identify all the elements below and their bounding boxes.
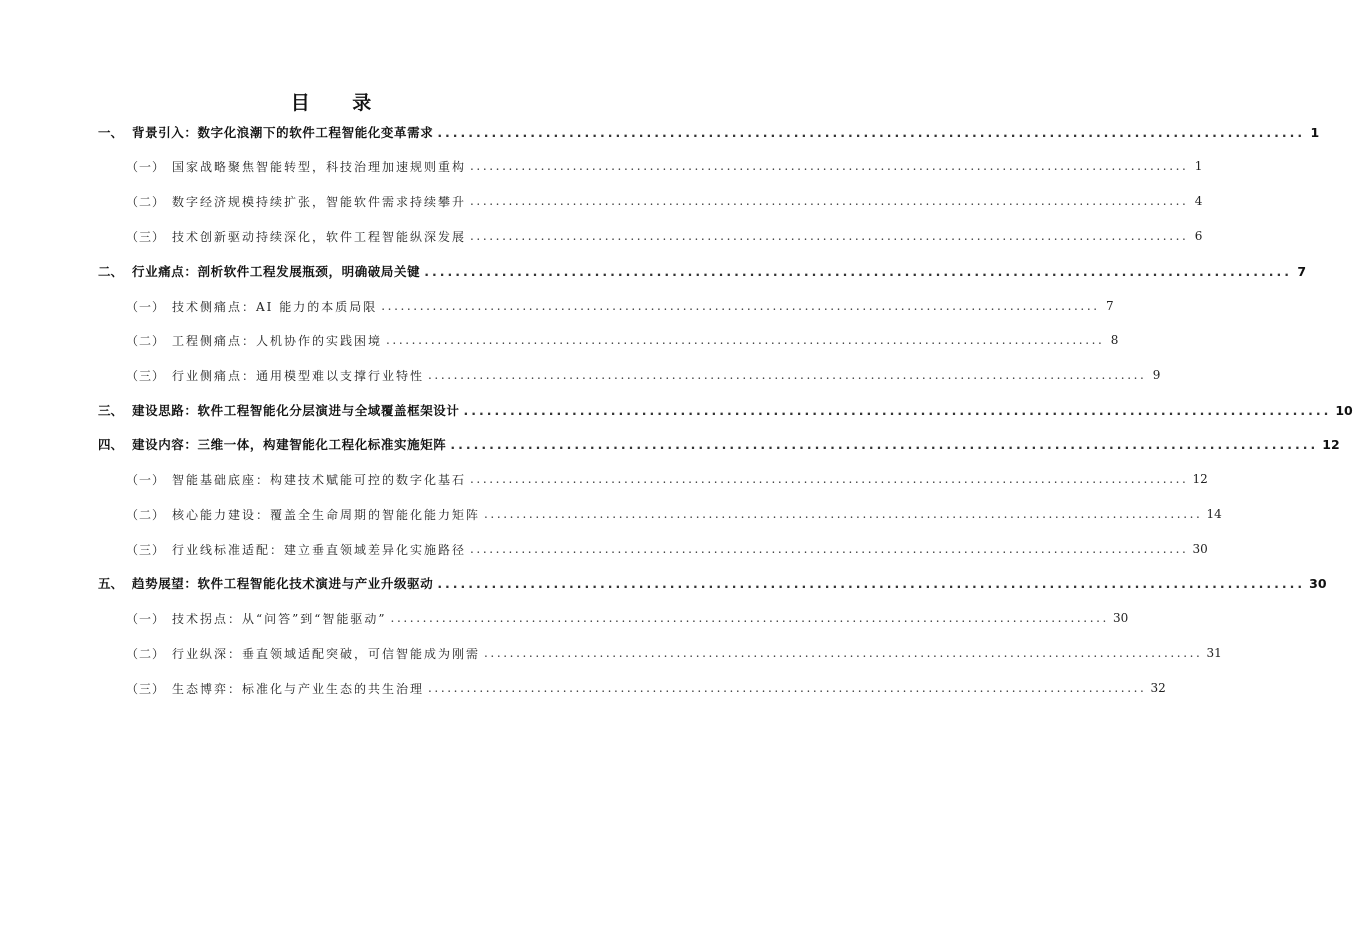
toc-entry-title: 工程侧痛点：人机协作的实践困境: [172, 333, 383, 348]
toc-entry-page: 31: [1206, 646, 1222, 660]
toc-entry-page: 12: [1192, 472, 1208, 486]
toc-entry-number: 五、: [98, 576, 124, 591]
toc-entry-title: 技术创新驱动持续深化，软件工程智能纵深发展: [172, 229, 467, 244]
toc-leader-dots: ................................................................................................................: [424, 263, 1293, 279]
toc-entry-page: 32: [1150, 681, 1166, 695]
toc-entry-title: 行业侧痛点：通用模型难以支撑行业特性: [172, 368, 425, 383]
toc-entry-number: 三、: [98, 403, 124, 418]
toc-entry-number: 二、: [98, 264, 124, 279]
toc-entry-title: 行业痛点：剖析软件工程发展瓶颈，明确破局关键: [132, 264, 421, 279]
toc-entry-page: 1: [1194, 159, 1203, 173]
toc-entry-number: （三）: [126, 368, 166, 383]
toc-entry-title: 背景引入：数字化浪潮下的软件工程智能化变革需求: [132, 125, 434, 140]
toc-entry[interactable]: [98, 537, 1208, 561]
toc-entry[interactable]: [98, 224, 1203, 248]
toc-entry-title: 技术拐点：从“问答”到“智能驱动”: [172, 611, 387, 626]
toc-entry-title: 建设思路：软件工程智能化分层演进与全域覆盖框架设计: [132, 403, 460, 418]
toc-leader-dots: ................................................................................................................: [428, 681, 1147, 695]
toc-entry-title: 生态博弈：标准化与产业生态的共生治理: [172, 681, 425, 696]
toc-entry-page: 30: [1112, 611, 1129, 625]
toc-entry-page: 6: [1194, 229, 1203, 243]
toc-entry-number: （一）: [126, 159, 166, 174]
toc-leader-dots: ................................................................................................................: [470, 194, 1189, 208]
toc-entry-number: （二）: [126, 333, 166, 348]
toc-entry-page: 10: [1335, 402, 1353, 418]
toc-entry-title: 建设内容：三维一体，构建智能化工程化标准实施矩阵: [132, 437, 447, 452]
toc-leader-dots: ................................................................................................................: [437, 124, 1306, 140]
toc-entry[interactable]: [98, 259, 1307, 283]
toc-leader-dots: ................................................................................................................: [390, 611, 1109, 625]
toc-entry-title: 数字经济规模持续扩张，智能软件需求持续攀升: [172, 194, 467, 209]
toc-leader-dots: ................................................................................................................: [484, 507, 1203, 521]
toc-entry[interactable]: [98, 606, 1129, 630]
toc-entry-title: 行业线标准适配：建立垂直领域差异化实施路径: [172, 542, 467, 557]
toc-entry-number: （一）: [126, 611, 166, 626]
toc-entry-number: （二）: [126, 194, 166, 209]
toc-entry-number: （一）: [126, 472, 166, 487]
toc-leader-dots: ................................................................................................................: [450, 436, 1319, 452]
toc-entry-page: 12: [1322, 436, 1340, 452]
toc-title: 目 录: [290, 92, 390, 114]
toc-entry-title: 技术侧痛点：AI 能力的本质局限: [172, 299, 378, 314]
toc-entry[interactable]: [98, 398, 1353, 422]
toc-entry-number: （三）: [126, 229, 166, 244]
toc-entry-title: 趋势展望：软件工程智能化技术演进与产业升级驱动: [132, 576, 434, 591]
toc-entry-page: 7: [1297, 263, 1307, 279]
toc-leader-dots: ................................................................................................................: [463, 402, 1332, 418]
toc-entry[interactable]: [98, 432, 1340, 456]
toc-entry-title: 核心能力建设：覆盖全生命周期的智能化能力矩阵: [172, 507, 481, 522]
toc-entry-number: 一、: [98, 125, 124, 140]
toc-entry[interactable]: [98, 502, 1222, 526]
toc-leader-dots: ................................................................................................................: [386, 333, 1105, 347]
toc-entry[interactable]: [98, 571, 1327, 595]
toc-entry-number: （一）: [126, 299, 166, 314]
toc-entry[interactable]: [98, 189, 1203, 213]
toc-entry-title: 国家战略聚焦智能转型，科技治理加速规则重构: [172, 159, 467, 174]
toc-leader-dots: ................................................................................................................: [470, 472, 1189, 486]
toc-entry[interactable]: [98, 363, 1161, 387]
toc-entry-title: 行业纵深：垂直领域适配突破，可信智能成为刚需: [172, 646, 481, 661]
toc-entry[interactable]: [98, 328, 1119, 352]
toc-entry[interactable]: [98, 676, 1166, 700]
toc-entry[interactable]: [98, 120, 1320, 144]
toc-entry[interactable]: [98, 641, 1222, 665]
toc-entry-number: （三）: [126, 542, 166, 557]
toc-entry[interactable]: [98, 294, 1114, 318]
toc-entry[interactable]: [98, 154, 1203, 178]
toc-entry[interactable]: [98, 467, 1208, 491]
toc-entry-number: （二）: [126, 507, 166, 522]
toc-leader-dots: ................................................................................................................: [381, 299, 1100, 313]
toc-entry-page: 30: [1192, 542, 1208, 556]
toc-entry-number: （二）: [126, 646, 166, 661]
toc-entry-number: 四、: [98, 437, 124, 452]
toc-leader-dots: ................................................................................................................: [470, 159, 1189, 173]
toc-entry-page: 30: [1309, 575, 1327, 591]
toc-entry-number: （三）: [126, 681, 166, 696]
toc-entry-page: 1: [1310, 124, 1320, 140]
toc-entry-page: 8: [1110, 333, 1119, 347]
toc-entry-page: 9: [1152, 368, 1161, 382]
toc-leader-dots: ................................................................................................................: [484, 646, 1203, 660]
toc-leader-dots: ................................................................................................................: [470, 229, 1189, 243]
toc-entry-page: 14: [1206, 507, 1222, 521]
toc-leader-dots: ................................................................................................................: [437, 575, 1306, 591]
toc-leader-dots: ................................................................................................................: [428, 368, 1147, 382]
toc-entry-page: 7: [1106, 299, 1114, 313]
toc-leader-dots: ................................................................................................................: [470, 542, 1189, 556]
toc-entry-page: 4: [1194, 194, 1203, 208]
toc-entry-title: 智能基础底座：构建技术赋能可控的数字化基石: [172, 472, 467, 487]
